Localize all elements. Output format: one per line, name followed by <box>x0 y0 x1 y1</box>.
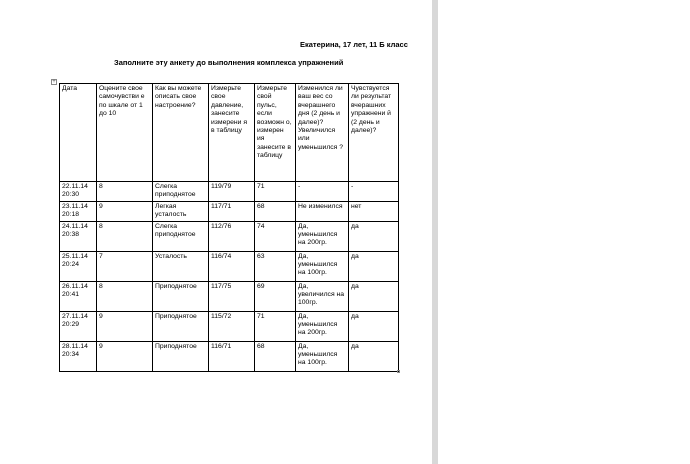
cell-pressure[interactable]: 117/71 <box>209 201 255 221</box>
cell-date[interactable]: 23.11.14 20:18 <box>60 201 97 221</box>
cell-date[interactable]: 28.11.14 20:34 <box>60 341 97 371</box>
cell-result[interactable]: нет <box>349 201 399 221</box>
cell-pressure[interactable]: 115/72 <box>209 311 255 341</box>
cell-score[interactable]: 7 <box>97 251 153 281</box>
header-date[interactable]: Дата <box>60 84 97 182</box>
cell-weight[interactable]: Да, уменьшился на 100гр. <box>296 251 349 281</box>
table-header-row <box>60 84 399 182</box>
table-move-handle-icon[interactable]: + <box>52 79 56 85</box>
table-row <box>60 251 399 281</box>
document-heading: Заполните эту анкету до выполнения комплекса упражнений <box>114 58 344 67</box>
table-row <box>60 311 399 341</box>
cell-result[interactable]: да <box>349 251 399 281</box>
next-document-page[interactable] <box>438 0 690 464</box>
cell-result[interactable]: - <box>349 182 399 202</box>
cell-date[interactable]: 25.11.14 20:24 <box>60 251 97 281</box>
cell-pulse[interactable]: 68 <box>255 341 296 371</box>
cell-pressure[interactable]: 116/74 <box>209 251 255 281</box>
cell-pressure[interactable]: 119/79 <box>209 182 255 202</box>
cell-mood[interactable]: Приподнятое <box>153 281 209 311</box>
header-pulse[interactable]: Измерьте свой пульс, если возможн о, измерен ия занесите в таблицу <box>255 84 296 182</box>
cell-score[interactable]: 9 <box>97 341 153 371</box>
cell-mood[interactable]: Слегка приподнятое <box>153 221 209 251</box>
cell-mood[interactable]: Приподнятое <box>153 311 209 341</box>
cell-pulse[interactable]: 71 <box>255 182 296 202</box>
cell-weight[interactable]: Не изменился <box>296 201 349 221</box>
cell-weight[interactable]: Да, уменьшился на 100гр. <box>296 341 349 371</box>
cell-pressure[interactable]: 116/71 <box>209 341 255 371</box>
table-row <box>60 281 399 311</box>
cell-mood[interactable]: Слегка приподнятое <box>153 182 209 202</box>
cell-score[interactable]: 8 <box>97 221 153 251</box>
cell-date[interactable]: 22.11.14 20:30 <box>60 182 97 202</box>
cell-pulse[interactable]: 63 <box>255 251 296 281</box>
cell-result[interactable]: да <box>349 221 399 251</box>
table-row <box>60 221 399 251</box>
cell-score[interactable]: 8 <box>97 182 153 202</box>
cell-weight[interactable]: - <box>296 182 349 202</box>
cell-pressure[interactable]: 112/76 <box>209 221 255 251</box>
table-resize-handle[interactable] <box>397 370 400 373</box>
cell-pulse[interactable]: 74 <box>255 221 296 251</box>
cell-result[interactable]: да <box>349 341 399 371</box>
survey-table <box>59 83 399 372</box>
author-line: Екатерина, 17 лет, 11 Б класс <box>300 40 408 49</box>
cell-pulse[interactable]: 68 <box>255 201 296 221</box>
header-weight[interactable]: Изменился ли ваш вес со вчерашнего дня (2 день и далее)? Увеличился или уменьшился ? <box>296 84 349 182</box>
cell-pressure[interactable]: 117/75 <box>209 281 255 311</box>
cell-pulse[interactable]: 69 <box>255 281 296 311</box>
cell-result[interactable]: да <box>349 281 399 311</box>
cell-date[interactable]: 27.11.14 20:29 <box>60 311 97 341</box>
header-score[interactable]: Оцените свое самочувстви е по шкале от 1 до 10 <box>97 84 153 182</box>
cell-score[interactable]: 8 <box>97 281 153 311</box>
cell-result[interactable]: да <box>349 311 399 341</box>
cell-date[interactable]: 26.11.14 20:41 <box>60 281 97 311</box>
cell-score[interactable]: 9 <box>97 201 153 221</box>
cell-weight[interactable]: Да, уменьшился на 200гр. <box>296 221 349 251</box>
cell-weight[interactable]: Да, увеличился на 100гр. <box>296 281 349 311</box>
table-row <box>60 341 399 371</box>
header-result[interactable]: Чувствуется ли результат вчерашних упражнени й (2 день и далее)? <box>349 84 399 182</box>
table-row <box>60 201 399 221</box>
cell-mood[interactable]: Легкая усталость <box>153 201 209 221</box>
cell-weight[interactable]: Да, уменьшился на 200гр. <box>296 311 349 341</box>
cell-pulse[interactable]: 71 <box>255 311 296 341</box>
cell-date[interactable]: 24.11.14 20:38 <box>60 221 97 251</box>
cell-mood[interactable]: Приподнятое <box>153 341 209 371</box>
header-mood[interactable]: Как вы можете описать свое настроение? <box>153 84 209 182</box>
header-pressure[interactable]: Измерьте свое давление, занесите измерени я в таблицу <box>209 84 255 182</box>
cell-mood[interactable]: Усталость <box>153 251 209 281</box>
table-row <box>60 182 399 202</box>
cell-score[interactable]: 9 <box>97 311 153 341</box>
